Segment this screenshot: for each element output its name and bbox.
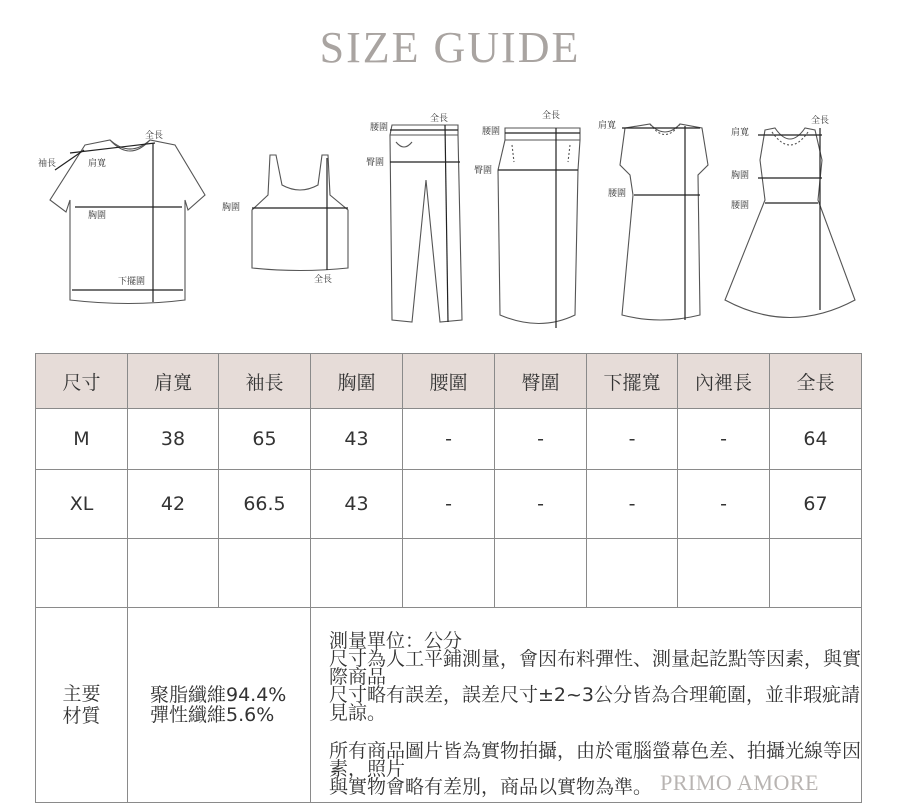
table-cell: XL	[36, 470, 128, 539]
table-cell	[311, 539, 403, 608]
table-cell	[587, 539, 678, 608]
header-hip: 臀圍	[495, 354, 587, 409]
material-row	[36, 608, 862, 803]
flare-chest-label: 胸圍	[731, 171, 750, 181]
dress-waist-label: 腰圍	[608, 189, 627, 199]
size-table-header-row	[36, 354, 862, 409]
tank-diagram	[252, 155, 348, 271]
header-full-length: 全長	[770, 354, 862, 409]
material-label-line1: 主要	[62, 683, 101, 705]
tank-full-length-label: 全長	[314, 275, 333, 285]
header-hem-width: 下擺寬	[587, 354, 678, 409]
table-row	[36, 470, 862, 539]
material-label-cell	[36, 608, 128, 803]
table-cell: -	[678, 409, 770, 470]
tshirt-hem-label: 下擺圍	[118, 277, 146, 287]
material-value-line2: 彈性纖維5.6%	[150, 704, 275, 726]
pants-waist-label: 腰圍	[370, 123, 389, 133]
material-value-line1: 聚脂纖維94.4%	[150, 684, 287, 706]
dress-diagram	[620, 124, 708, 320]
table-cell: 42	[128, 470, 219, 539]
skirt-full-length-label: 全長	[542, 111, 561, 121]
tank-chest-label: 胸圍	[222, 203, 241, 213]
tshirt-shoulder-label: 肩寬	[88, 159, 107, 169]
table-cell: 66.5	[219, 470, 311, 539]
header-waist: 腰圍	[403, 354, 495, 409]
material-value-cell	[128, 608, 311, 803]
table-cell: 43	[311, 409, 403, 470]
table-cell: 64	[770, 409, 862, 470]
header-chest: 胸圍	[311, 354, 403, 409]
table-cell	[403, 539, 495, 608]
table-cell: 43	[311, 470, 403, 539]
pants-hip-label: 臀圍	[366, 158, 385, 168]
table-cell: M	[36, 409, 128, 470]
tshirt-chest-label: 胸圍	[88, 211, 107, 221]
header-size: 尺寸	[36, 354, 128, 409]
pants-full-length-label: 全長	[430, 114, 449, 124]
skirt-diagram	[498, 128, 580, 324]
table-cell: -	[403, 409, 495, 470]
tshirt-full-length-label: 全長	[145, 131, 164, 141]
table-cell	[36, 539, 128, 608]
table-cell	[128, 539, 219, 608]
notes-line3: 尺寸略有誤差，誤差尺寸±2~3公分皆為合理範圍，並非瑕疵請見諒。	[329, 684, 861, 724]
size-table	[35, 353, 862, 803]
notes-line2: 尺寸為人工平鋪測量，會因布料彈性、測量起訖點等因素，與實際商品	[329, 648, 862, 688]
table-cell	[770, 539, 862, 608]
flare-waist-label: 腰圍	[731, 201, 750, 211]
tshirt-sleeve-label: 袖長	[38, 159, 57, 169]
table-cell: -	[495, 470, 587, 539]
table-row-empty	[36, 539, 862, 608]
pants-diagram	[390, 125, 462, 322]
garment-diagrams	[0, 100, 900, 340]
material-label-line2: 材質	[62, 705, 101, 727]
table-row	[36, 409, 862, 470]
header-sleeve: 袖長	[219, 354, 311, 409]
table-cell	[678, 539, 770, 608]
notes-line1: 測量單位：公分	[329, 630, 463, 652]
table-cell: 67	[770, 470, 862, 539]
table-cell: -	[678, 470, 770, 539]
table-cell: -	[587, 409, 678, 470]
skirt-waist-label: 腰圍	[482, 127, 501, 137]
table-cell: 65	[219, 409, 311, 470]
table-cell	[219, 539, 311, 608]
header-lining-length: 內裡長	[678, 354, 770, 409]
dress-shoulder-label: 肩寬	[598, 121, 617, 131]
garment-diagram-svg	[0, 100, 900, 340]
skirt-hip-label: 臀圍	[474, 166, 493, 176]
table-cell: -	[403, 470, 495, 539]
table-cell	[495, 539, 587, 608]
flare-full-length-label: 全長	[811, 116, 830, 126]
header-shoulder: 肩寬	[128, 354, 219, 409]
table-cell: -	[495, 409, 587, 470]
flare-shoulder-label: 肩寬	[731, 128, 750, 138]
table-cell: 38	[128, 409, 219, 470]
flare-dress-diagram	[725, 128, 855, 318]
brand-watermark: PRIMO AMORE	[660, 770, 819, 795]
table-cell: -	[587, 470, 678, 539]
notes-cell	[311, 608, 862, 803]
notes-line4: 所有商品圖片皆為實物拍攝，由於電腦螢幕色差、拍攝光線等因素，照片	[329, 740, 862, 780]
page-title: SIZE GUIDE	[319, 23, 581, 72]
notes-line5: 與實物會略有差別，商品以實物為準。	[329, 776, 653, 798]
